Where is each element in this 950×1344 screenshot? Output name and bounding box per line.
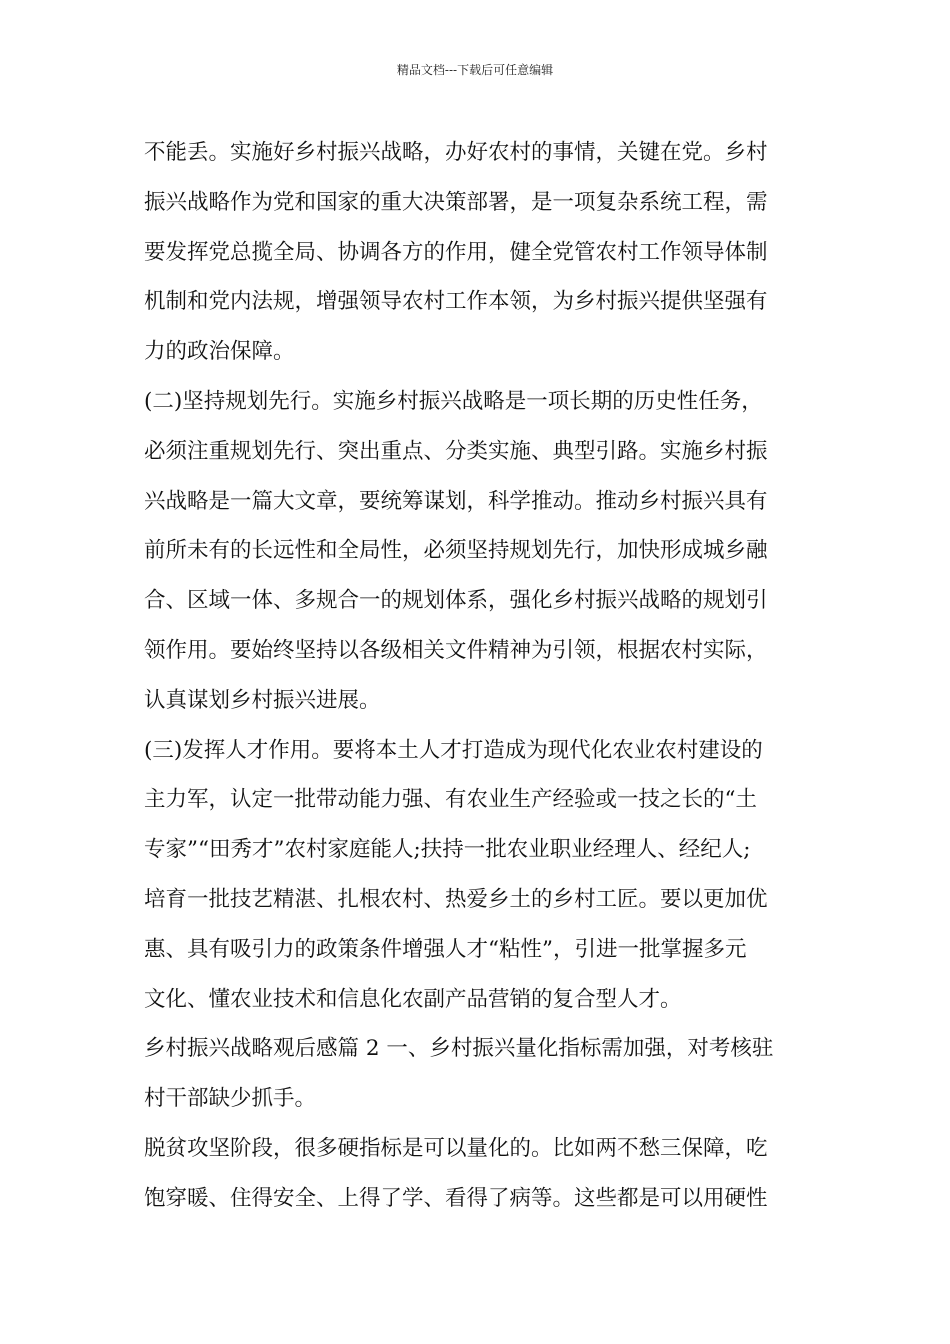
text-line: 力的政治保障。 xyxy=(144,339,295,365)
text-line: (二)坚持规划先行。实施乡村振兴战略是一项长期的历史性任务， xyxy=(144,388,763,414)
text-line: 脱贫攻坚阶段，很多硬指标是可以量化的。比如两不愁三保障，吃 xyxy=(144,1135,768,1161)
text-line: 村干部缺少抓手。 xyxy=(144,1086,317,1112)
text-line: 惠、具有吸引力的政策条件增强人才“粘性”，引进一批掌握多元 xyxy=(144,936,747,962)
text-line: 培育一批技艺精湛、扎根农村、热爱乡土的乡村工匠。要以更加优 xyxy=(144,886,768,912)
document-body xyxy=(144,128,814,1224)
text-line: 兴战略是一篇大文章，要统筹谋划，科学推动。推动乡村振兴具有 xyxy=(144,488,768,514)
text-line: 领作用。要始终坚持以各级相关文件精神为引领，根据农村实际， xyxy=(144,637,768,663)
text-line: (三)发挥人才作用。要将本土人才打造成为现代化农业农村建设的 xyxy=(144,737,763,763)
text-line: 合、区域一体、多规合一的规划体系，强化乡村振兴战略的规划引 xyxy=(144,588,768,614)
text-line: 不能丢。实施好乡村振兴战略，办好农村的事情，关键在党。乡村 xyxy=(144,140,768,165)
text-line: 乡村振兴战略观后感篇 2 一、乡村振兴量化指标需加强，对考核驻 xyxy=(144,1036,774,1062)
text-line: 要发挥党总揽全局、协调各方的作用，健全党管农村工作领导体制 xyxy=(144,239,768,265)
text-line: 文化、懂农业技术和信息化农副产品营销的复合型人才。 xyxy=(144,986,682,1012)
text-line: 专家”“田秀才”农村家庭能人;扶持一批农业职业经理人、经纪人; xyxy=(144,837,751,863)
text-line: 前所未有的长远性和全局性，必须坚持规划先行，加快形成城乡融 xyxy=(144,538,768,564)
text-line: 主力军，认定一批带动能力强、有农业生产经验或一技之长的“土 xyxy=(144,787,757,813)
text-line: 振兴战略作为党和国家的重大决策部署，是一项复杂系统工程，需 xyxy=(144,189,768,215)
text-line: 认真谋划乡村振兴进展。 xyxy=(144,687,381,713)
page-header: 精品文档---下载后可任意编辑 xyxy=(396,63,554,77)
text-line: 饱穿暖、住得安全、上得了学、看得了病等。这些都是可以用硬性 xyxy=(144,1185,768,1211)
text-line: 机制和党内法规，增强领导农村工作本领，为乡村振兴提供坚强有 xyxy=(144,289,768,315)
text-line: 必须注重规划先行、突出重点、分类实施、典型引路。实施乡村振 xyxy=(144,438,768,464)
